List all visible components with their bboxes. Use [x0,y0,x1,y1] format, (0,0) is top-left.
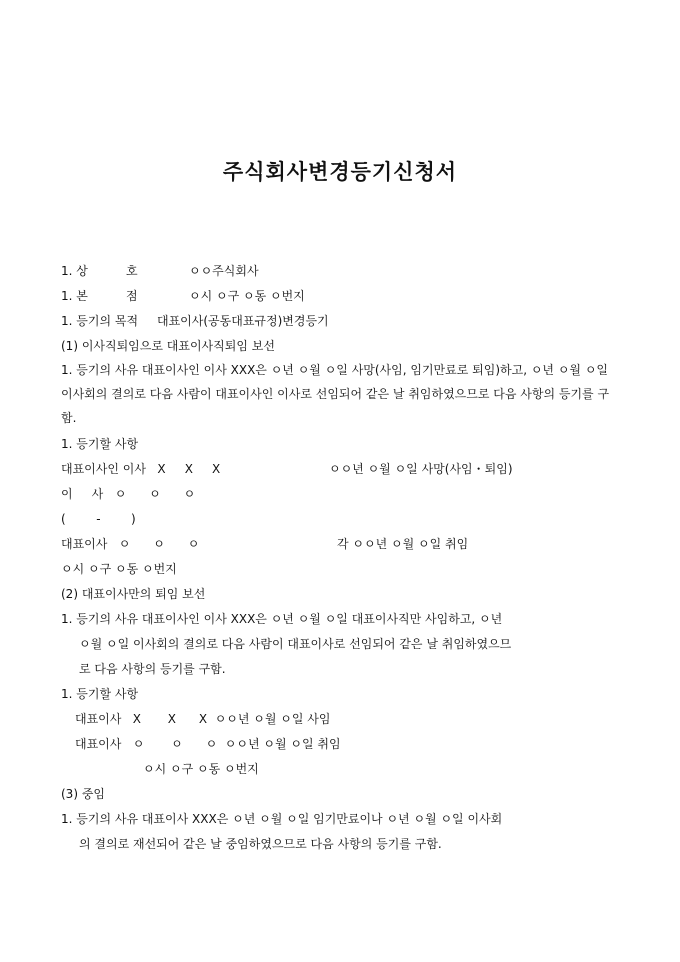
section1-row2: 이 사 ㅇ ㅇ ㅇ [61,487,196,501]
trade-name-value: ㅇㅇ주식회사 [189,264,259,278]
section1-row4-name: 대표이사 ㅇ ㅇ ㅇ [61,537,200,551]
head-office-value: ㅇ시 ㅇ구 ㅇ동 ㅇ번지 [189,289,305,303]
purpose-label: 1. 등기의 목적 [61,314,139,328]
purpose-value: 대표이사(공동대표규정)변경등기 [157,314,329,328]
section2-reason-line3: 로 다음 사항의 등기를 구함. [79,662,226,676]
head-office-label: 1. 본 점 [61,289,138,303]
section3-heading: (3) 중임 [61,787,105,801]
section2-row3-address: ㅇ시 ㅇ구 ㅇ동 ㅇ번지 [143,762,259,776]
section3-reason-line2: 의 결의로 재선되어 같은 날 중임하였으므로 다음 사항의 등기를 구함. [79,837,442,851]
section1-row4 [61,536,622,552]
document-title: 주식회사변경등기신청서 [222,159,458,184]
section1-row4-event: 각 ㅇㅇ년 ㅇ월 ㅇ일 취임 [337,537,469,551]
section1-heading: (1) 이사직퇴임으로 대표이사직퇴임 보선 [61,339,275,353]
section1-row1-name: 대표이사인 이사 X X X [61,462,221,476]
section1-row1-event: ㅇㅇ년 ㅇ월 ㅇ일 사망(사임・퇴임) [329,462,513,476]
trade-name-label: 1. 상 호 [61,264,138,278]
section1-items-heading: 1. 등기할 사항 [61,437,139,451]
section1-row5-address: ㅇ시 ㅇ구 ㅇ동 ㅇ번지 [61,562,177,576]
section2-reason-line1: 1. 등기의 사유 대표이사인 이사 XXX은 ㅇ년 ㅇ월 ㅇ일 대표이사직만 사임하고, ㅇ년 [61,612,503,626]
section1-row1 [61,461,622,477]
section2-row2: 대표이사 ㅇ ㅇ ㅇ ㅇㅇ년 ㅇ월 ㅇ일 취임 [75,737,341,751]
purpose-row [61,313,622,329]
section1-row3: ( - ) [61,512,136,526]
section3-reason-line1: 1. 등기의 사유 대표이사 XXX은 ㅇ년 ㅇ월 ㅇ일 임기만료이나 ㅇ년 ㅇ월 ㅇ일 이사회 [61,812,503,826]
section2-items-heading: 1. 등기할 사항 [61,687,139,701]
section2-row1: 대표이사 X X X ㅇㅇ년 ㅇ월 ㅇ일 사임 [75,712,331,726]
trade-name-row [61,263,622,279]
section1-reason: 1. 등기의 사유 대표이사인 이사 XXX은 ㅇ년 ㅇ월 ㅇ일 사망(사임, 임기만료로 퇴임)하고, ㅇ년 ㅇ월 ㅇ일 이사회의 결의로 다음 사람이 대표이사인 이사로 선임되어 같은 날 취임하였으므로 다음 사항의 등기를 구함. [61,363,610,425]
section2-reason-line2: ㅇ월 ㅇ일 이사회의 결의로 다음 사람이 대표이사로 선임되어 같은 날 취임하였으므 [79,637,512,651]
head-office-row [61,288,622,304]
section2-heading: (2) 대표이사만의 퇴임 보선 [61,587,206,601]
